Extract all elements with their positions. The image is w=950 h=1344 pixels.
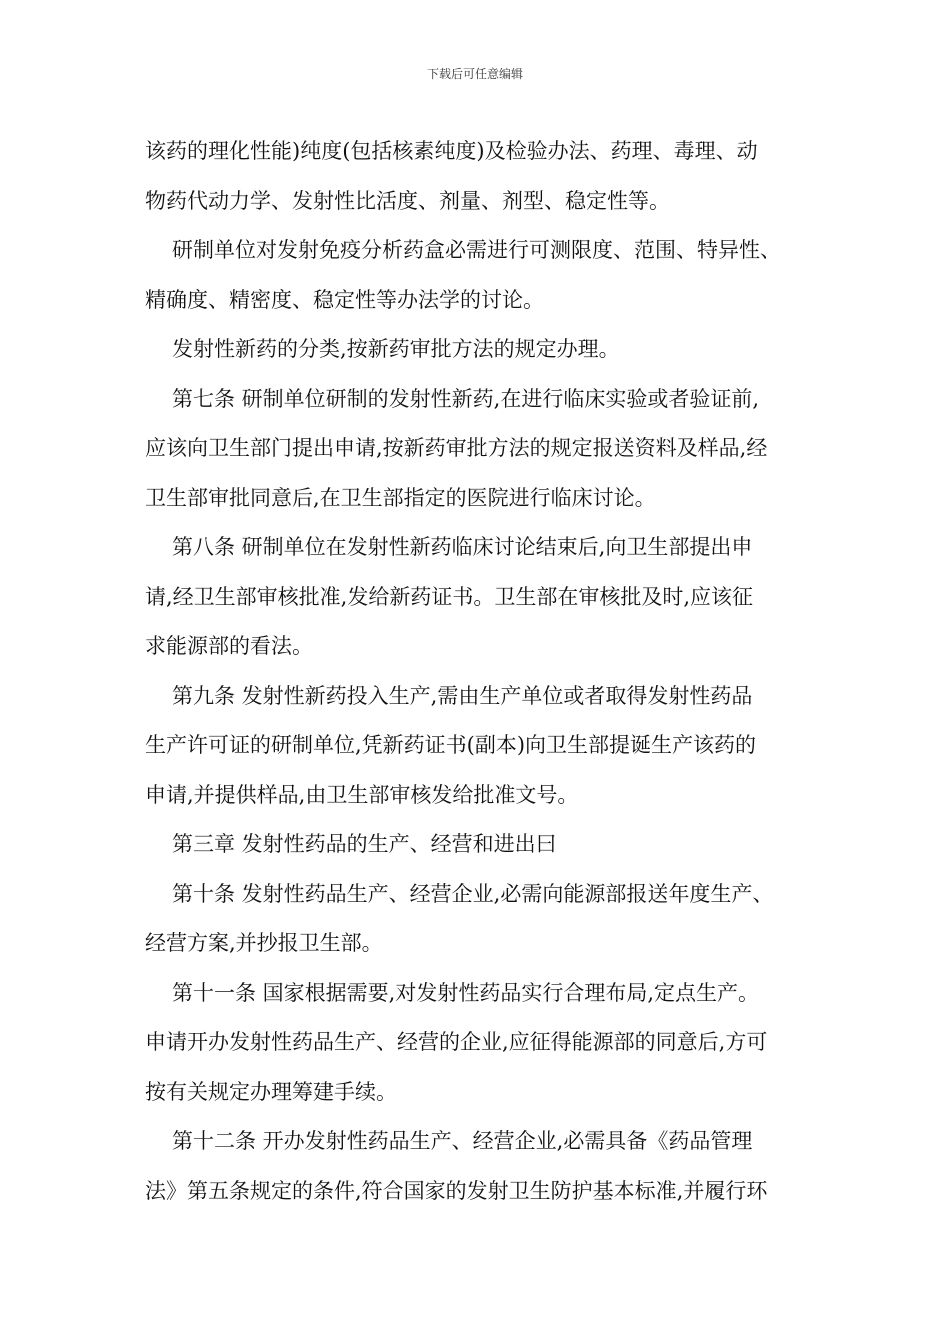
text-line: 按有关规定办理筹建手续。	[145, 1079, 397, 1104]
text-line: 第十一条 国家根据需要,对发射性药品实行合理布局,定点生产。	[172, 980, 760, 1005]
text-line: 求能源部的看法。	[145, 634, 313, 658]
text-line: 该药的理化性能)纯度(包括核素纯度)及检验办法、药理、毒理、动	[145, 139, 758, 163]
text-line: 请,经卫生部审核批准,发给新药证书。卫生部在审核批及时,应该征	[145, 584, 754, 609]
text-line: 第十条 发射性药品生产、经营企业,必需向能源部报送年度生产、	[172, 881, 774, 906]
text-line: 物药代动力学、发射性比活度、剂量、剂型、稳定性等。	[145, 188, 670, 213]
text-line: 精确度、精密度、稳定性等办法学的讨论。	[145, 287, 544, 312]
text-line: 第十二条 开办发射性药品生产、经营企业,必需具备《药品管理	[172, 1129, 753, 1153]
chapter-heading: 第三章 发射性药品的生产、经营和进出曰	[172, 832, 557, 856]
text-line: 申请开办发射性药品生产、经营的企业,应征得能源部的同意后,方可	[145, 1030, 768, 1054]
text-line: 第九条 发射性新药投入生产,需由生产单位或者取得发射性药品	[172, 683, 753, 708]
text-line: 第八条 研制单位在发射性新药临床讨论结束后,向卫生部提出申	[172, 535, 753, 559]
text-line: 研制单位对发射免疫分析药盒必需进行可测限度、范围、特异性、	[172, 238, 781, 262]
text-line: 卫生部审批同意后,在卫生部指定的医院进行临床讨论。	[145, 485, 656, 510]
text-line: 经营方案,并抄报卫生部。	[145, 931, 383, 955]
text-line: 应该向卫生部门提出申请,按新药审批方法的规定报送资料及样品,经	[145, 436, 768, 460]
page-header: 下载后可任意编辑	[426, 67, 523, 81]
text-line: 法》第五条规定的条件,符合国家的发射卫生防护基本标准,并履行环	[145, 1178, 768, 1203]
text-line: 申请,并提供样品,由卫生部审核发给批准文号。	[145, 782, 579, 807]
document-body	[145, 127, 835, 1216]
text-line: 第七条 研制单位研制的发射性新药,在进行临床实验或者验证前,	[172, 386, 760, 411]
text-line: 发射性新药的分类,按新药审批方法的规定办理。	[172, 337, 620, 361]
text-line: 生产许可证的研制单位,凭新药证书(副本)向卫生部提诞生产该药的	[145, 733, 757, 757]
